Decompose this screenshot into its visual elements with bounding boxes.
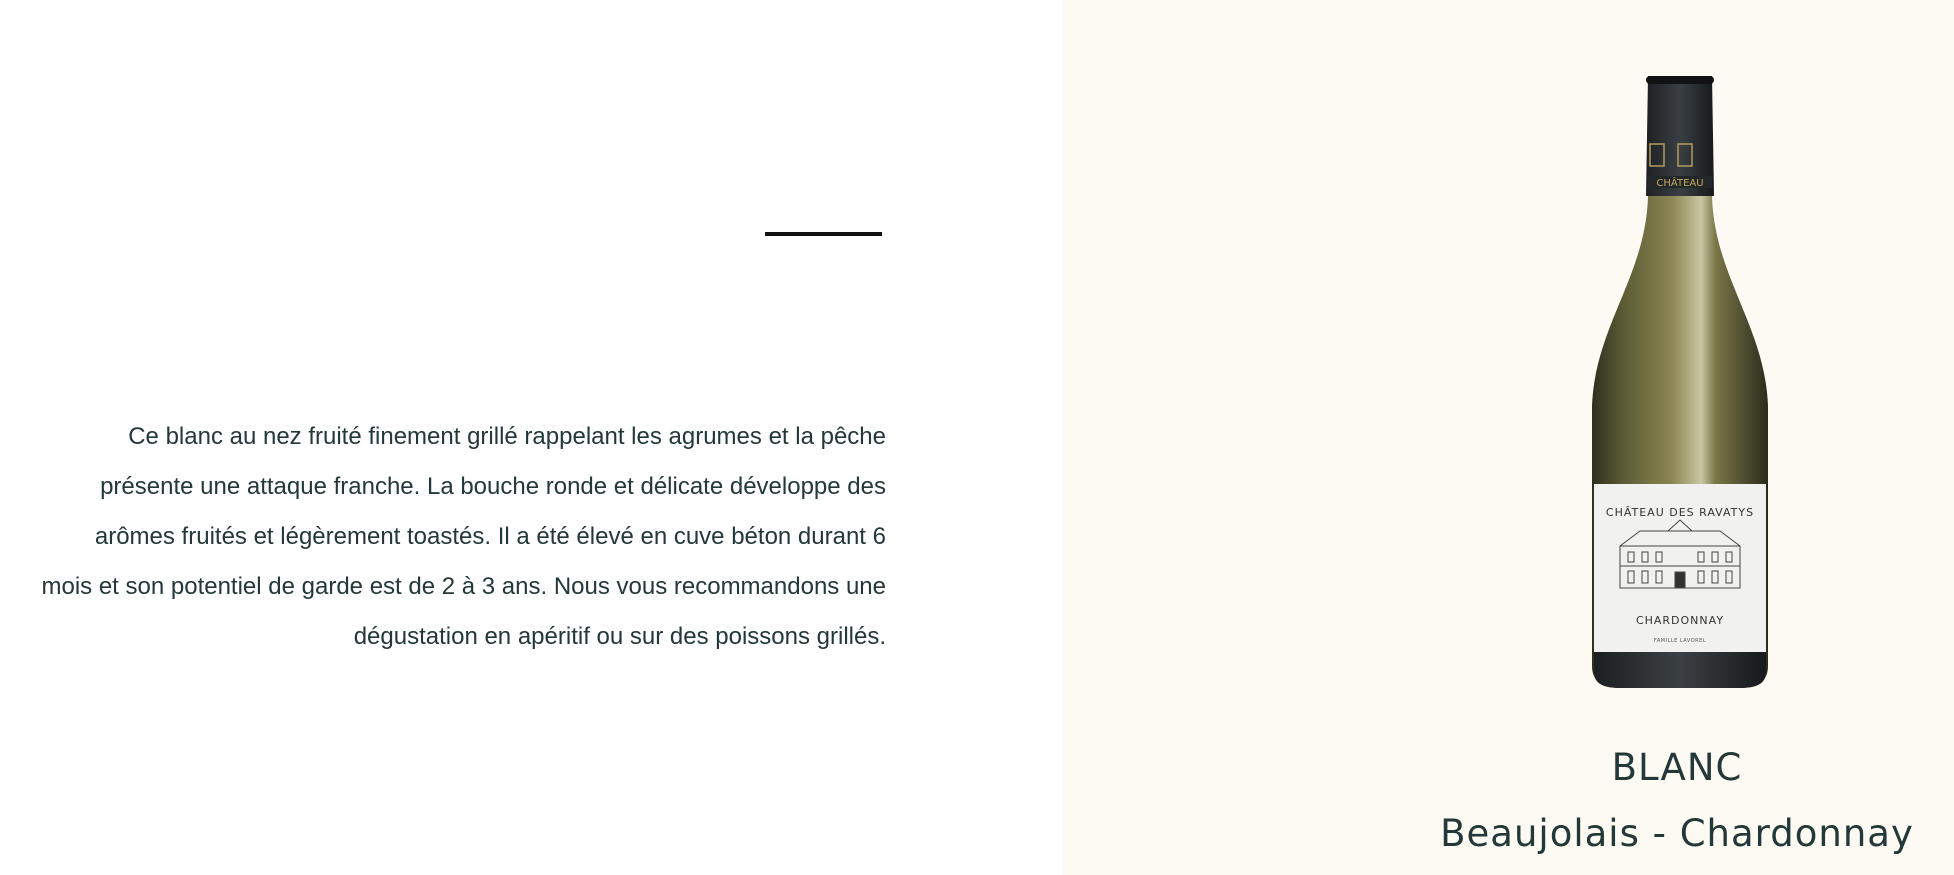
product-appellation: Beaujolais - Chardonnay — [1440, 812, 1914, 855]
title-divider — [765, 232, 882, 236]
label-variety: CHARDONNAY — [1635, 614, 1725, 627]
label-family: FAMILLE LAVOREL — [1653, 638, 1707, 644]
product-name: BLANC — [1611, 746, 1743, 789]
label-brand: CHÂTEAU DES RAVATYS — [1605, 506, 1755, 519]
wine-description: Ce blanc au nez fruité finement grillé rappelant les agrumes et la pêche présente une attaque franche. La bouche ronde et délicate développe des arômes fruités et légèrement toastés. Il a été élevé en cuve béton durant 6 mois et son potentiel de garde est de 2 à 3 ans. Nous vous recommandons une dégustation en apéritif ou sur des poissons grillés. — [41, 423, 886, 650]
wine-bottle-image — [1580, 76, 1780, 696]
capsule-text: CHÂTEAU — [1656, 178, 1704, 189]
product-panel — [1062, 0, 1954, 875]
bottle-illustration — [1580, 76, 1780, 696]
